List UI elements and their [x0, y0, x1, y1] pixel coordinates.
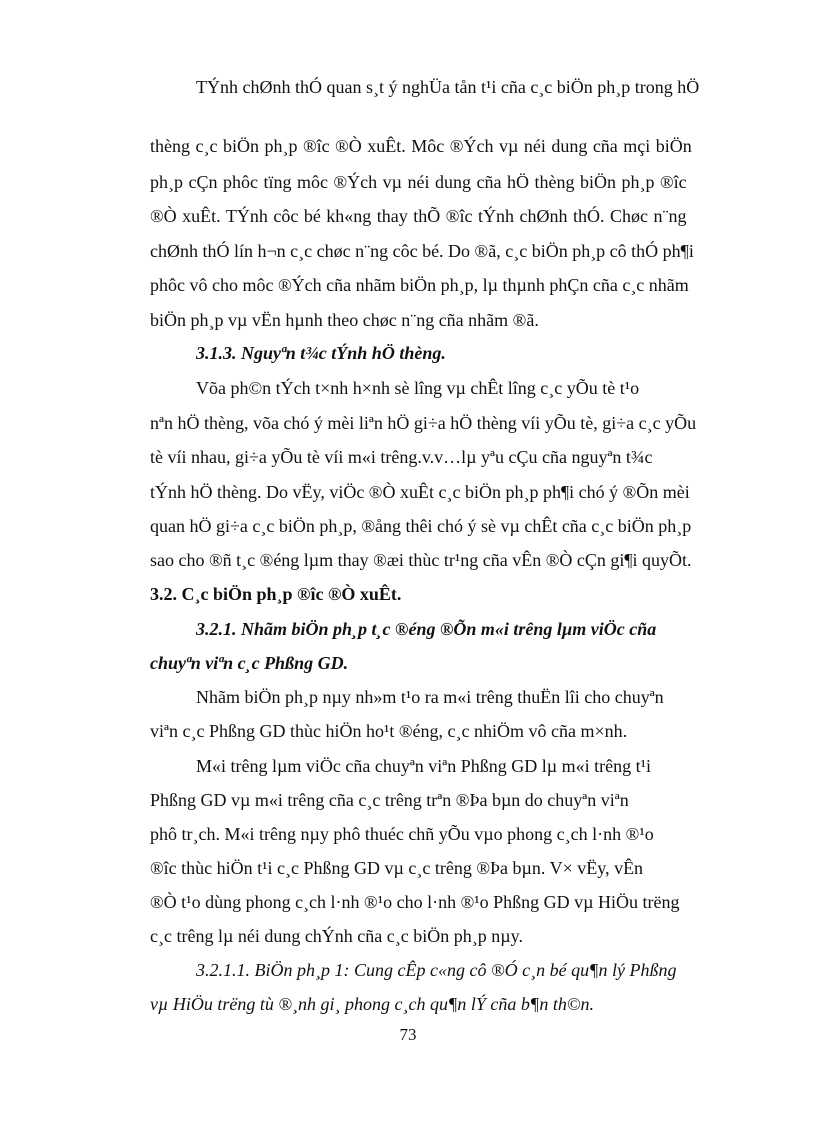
paragraph-line: quan hÖ gi÷a c¸c biÖn ph¸p, ®ång thêi chó ý sè vµ chÊt cña c¸c biÖn ph¸p	[150, 516, 692, 536]
paragraph-line: Võa ph©n tÝch t×nh h×nh sè lîng vµ chÊt lîng c¸c yÕu tè t¹o	[196, 378, 640, 398]
paragraph-line: thèng c¸c biÖn ph¸p ®îc ®Ò xuÊt. Môc ®Ých vµ néi dung cña mçi biÖn	[150, 136, 692, 156]
paragraph-line: ®îc thùc hiÖn t¹i c¸c Phßng GD vµ c¸c trêng ®Þa bµn. V× vËy, vÊn	[150, 858, 644, 878]
section-heading-3-2: 3.2. C¸c biÖn ph¸p ®îc ®Ò xuÊt.	[150, 584, 402, 604]
measure-heading-3-2-1-1-cont: vµ HiÖu trëng tù ®¸nh gi¸ phong c¸ch qu¶n lÝ cña b¶n th©n.	[150, 994, 594, 1014]
paragraph-line: Phßng GD vµ m«i trêng cña c¸c trêng trªn ®Þa bµn do chuyªn viªn	[150, 790, 629, 810]
paragraph-line: chØnh thÓ lín h¬n c¸c chøc n¨ng côc bé. Do ®ã, c¸c biÖn ph¸p cô thÓ ph¶i	[150, 241, 694, 261]
page-number: 73	[399, 1025, 417, 1044]
paragraph-line: ®Ò xuÊt. TÝnh côc bé kh«ng thay thÕ ®îc tÝnh chØnh thÓ. Chøc n¨ng	[150, 206, 687, 226]
paragraph-line: Nhãm biÖn ph¸p nµy nh»m t¹o ra m«i trêng thuËn lîi cho chuyªn	[196, 687, 664, 707]
paragraph-line: nªn hÖ thèng, võa chó ý mèi liªn hÖ gi÷a hÖ thèng víi yÕu tè, gi÷a c¸c yÕu	[150, 413, 697, 433]
measure-heading-3-2-1-1: 3.2.1.1. BiÖn ph¸p 1: Cung cÊp c«ng cô ®Ó c¸n bé qu¶n lý Phßng	[196, 960, 677, 980]
paragraph-line: viªn c¸c Phßng GD thùc hiÖn ho¹t ®éng, c¸c nhiÖm vô cña m×nh.	[150, 721, 628, 741]
paragraph-line: phôc vô cho môc ®Ých cña nhãm biÖn ph¸p, lµ thµnh phÇn cña c¸c nhãm	[150, 275, 689, 295]
paragraph-line: biÖn ph¸p vµ vËn hµnh theo chøc n¨ng cña nhãm ®ã.	[150, 310, 539, 330]
paragraph-line: M«i trêng lµm viÖc cña chuyªn viªn Phßng GD lµ m«i trêng t¹i	[196, 756, 652, 776]
subsection-heading-3-2-1-cont: chuyªn viªn c¸c Phßng GD.	[150, 653, 349, 673]
paragraph-line: sao cho ®ñ t¸c ®éng lµm thay ®æi thùc tr¹ng cña vÊn ®Ò cÇn gi¶i quyÕt.	[150, 550, 692, 570]
paragraph-line: phô tr¸ch. M«i trêng nµy phô thuéc chñ yÕu vµo phong c¸ch l·nh ®¹o	[150, 824, 654, 844]
paragraph-line: tÝnh hÖ thèng. Do vËy, viÖc ®Ò xuÊt c¸c biÖn ph¸p ph¶i chó ý ®Õn mèi	[150, 482, 690, 502]
paragraph-line: c¸c trêng lµ néi dung chÝnh cña c¸c biÖn ph¸p nµy.	[150, 926, 523, 946]
paragraph-line: tè víi nhau, gi÷a yÕu tè víi m«i trêng.v.v…lµ yªu cÇu cña nguyªn t¾c	[150, 447, 653, 467]
section-heading-3-1-3: 3.1.3. Nguyªn t¾c tÝnh hÖ thèng.	[196, 343, 446, 363]
paragraph-line: ph¸p cÇn phôc tïng môc ®Ých vµ néi dung cña hÖ thèng biÖn ph¸p ®îc	[150, 172, 687, 192]
subsection-heading-3-2-1: 3.2.1. Nhãm biÖn ph¸p t¸c ®éng ®Õn m«i trêng lµm viÖc cña	[196, 619, 657, 639]
paragraph-line: TÝnh chØnh thÓ quan s¸t ý nghÜa tån t¹i cña c¸c biÖn ph¸p trong hÖ	[196, 77, 700, 97]
paragraph-line: ®Ò t¹o dùng phong c¸ch l·nh ®¹o cho l·nh ®¹o Phßng GD vµ HiÖu trëng	[150, 892, 680, 912]
